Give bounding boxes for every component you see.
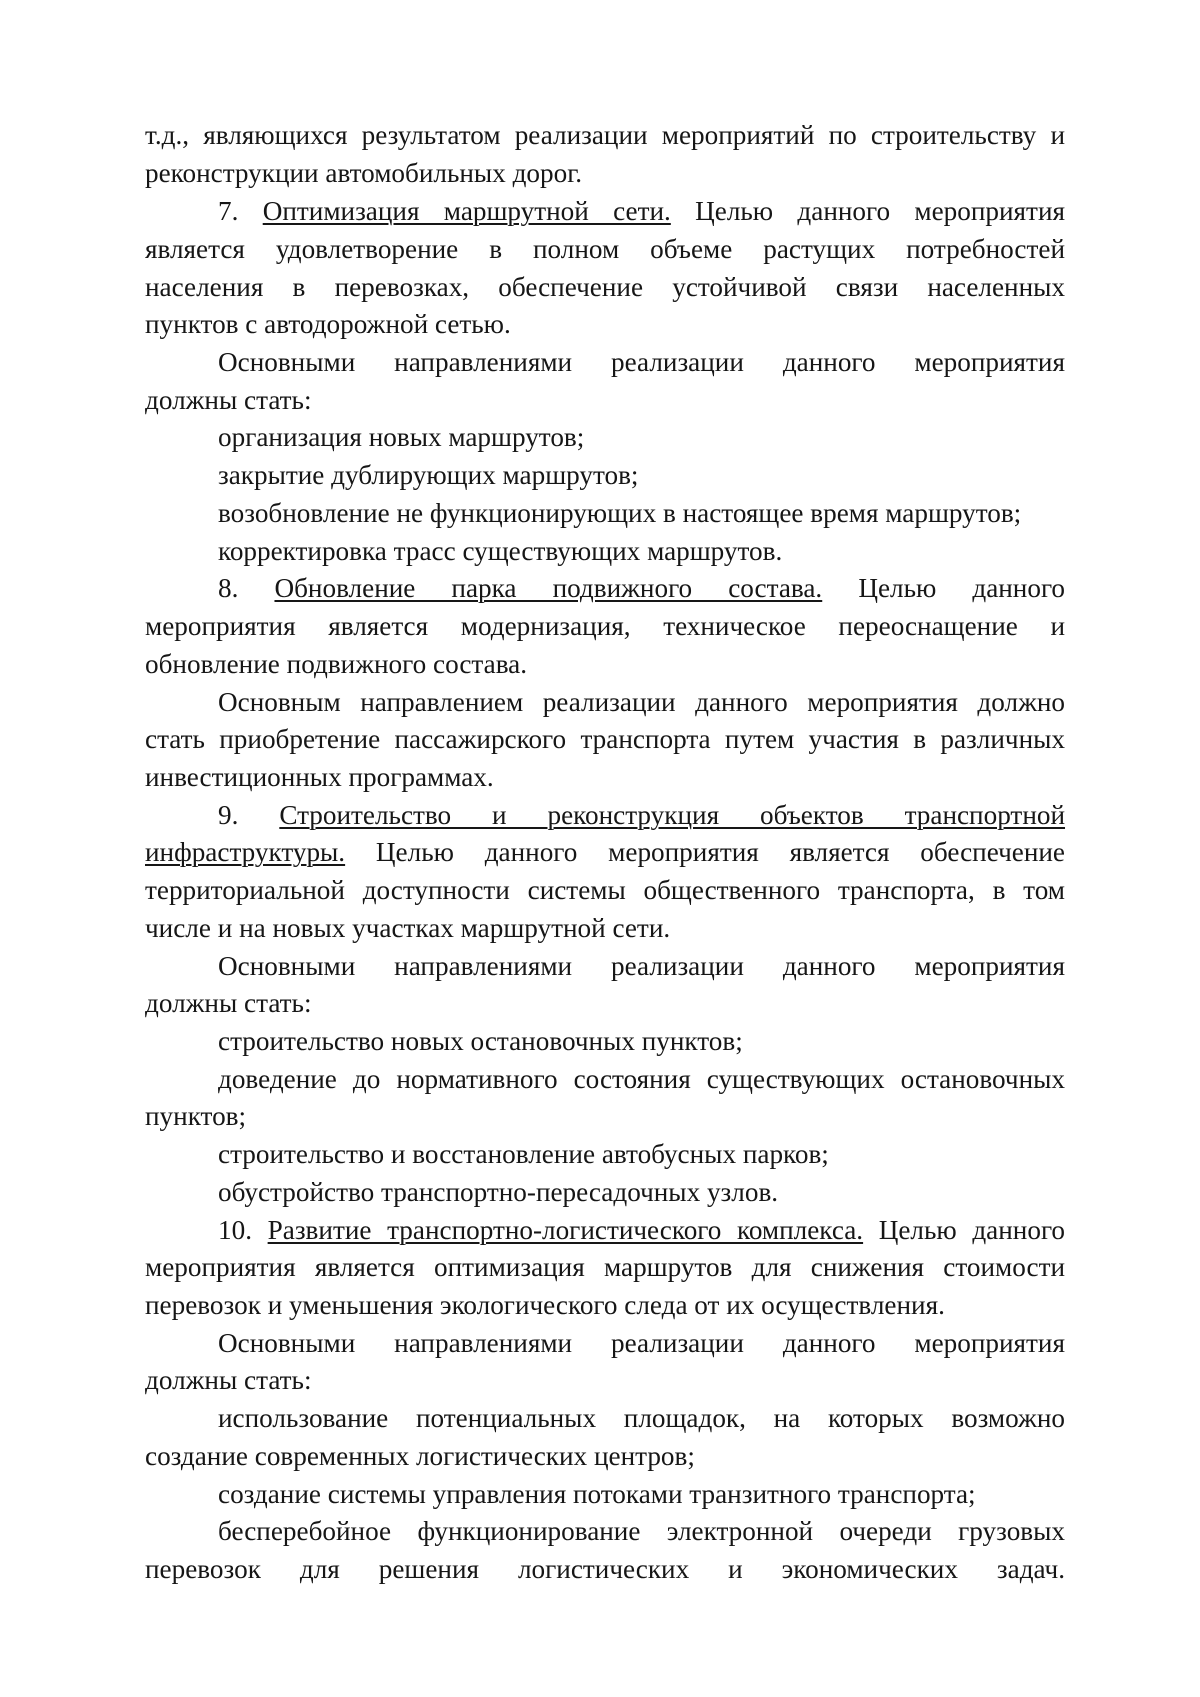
text-fragment: Целью данного <box>878 1215 1066 1245</box>
text-line: инвестиционных программах. <box>145 762 494 792</box>
text-line: территориальной доступности системы общественного транспорта, в том <box>145 875 1065 905</box>
section-title: Развитие транспортно-логистического комплекса. <box>267 1215 864 1245</box>
section-title: Обновление парка подвижного состава. <box>274 573 823 603</box>
list-item: строительство новых остановочных пунктов; <box>218 1026 743 1056</box>
text-line: должны стать: <box>145 988 312 1018</box>
section-heading-10 <box>218 1212 1065 1250</box>
text-line: населения в перевозках, обеспечение устойчивой связи населенных <box>145 272 1065 302</box>
section-heading-7 <box>218 193 1065 231</box>
section-title: Строительство и реконструкция объектов транспортной <box>279 800 1066 830</box>
text-line: реконструкции автомобильных дорог. <box>145 158 583 188</box>
text-line: должны стать: <box>145 1365 312 1395</box>
section-number: 10. <box>218 1215 252 1245</box>
list-item: закрытие дублирующих маршрутов; <box>218 460 639 490</box>
text-fragment: Целью данного мероприятия <box>695 196 1065 226</box>
list-item: строительство и восстановление автобусных парков; <box>218 1139 829 1169</box>
text-line: мероприятия является модернизация, техническое переоснащение и <box>145 611 1065 641</box>
text-line: Основными направлениями реализации данного мероприятия <box>218 951 1065 981</box>
text-line: Основным направлением реализации данного мероприятия должно <box>218 687 1065 717</box>
list-item: обустройство транспортно-пересадочных узлов. <box>218 1177 779 1207</box>
section-title: инфраструктуры. <box>145 837 346 867</box>
text-line: создание современных логистических центров; <box>145 1441 695 1471</box>
list-item: доведение до нормативного состояния существующих остановочных <box>218 1064 1065 1094</box>
section-title: Оптимизация маршрутной сети. <box>262 196 671 226</box>
text-line: Основными направлениями реализации данного мероприятия <box>218 1328 1065 1358</box>
text-line: мероприятия является оптимизация маршрутов для снижения стоимости <box>145 1252 1065 1282</box>
text-line: числе и на новых участках маршрутной сети. <box>145 913 671 943</box>
text-line: т.д., являющихся результатом реализации мероприятий по строительству и <box>145 120 1065 150</box>
text-line: Основными направлениями реализации данного мероприятия <box>218 347 1065 377</box>
list-item: организация новых маршрутов; <box>218 422 585 452</box>
section-number: 7. <box>218 196 239 226</box>
text-line: пунктов; <box>145 1101 247 1131</box>
list-item: использование потенциальных площадок, на которых возможно <box>218 1403 1065 1433</box>
text-line: обновление подвижного состава. <box>145 649 528 679</box>
text-line: перевозок и уменьшения экологического следа от их осуществления. <box>145 1290 945 1320</box>
section-number: 9. <box>218 800 239 830</box>
section-heading-9-cont <box>145 834 1065 872</box>
list-item: корректировка трасс существующих маршрутов. <box>218 536 783 566</box>
list-item: возобновление не функционирующих в настоящее время маршрутов; <box>218 498 1022 528</box>
section-heading-9 <box>218 797 1065 835</box>
text-line: должны стать: <box>145 385 312 415</box>
section-heading-8 <box>218 570 1065 608</box>
text-line: пунктов с автодорожной сетью. <box>145 309 511 339</box>
text-fragment: Целью данного <box>858 573 1066 603</box>
list-item: бесперебойное функционирование электронной очереди грузовых <box>218 1516 1065 1546</box>
text-fragment: Целью данного мероприятия является обеспечение <box>375 837 1066 867</box>
section-number: 8. <box>218 573 239 603</box>
text-line: является удовлетворение в полном объеме растущих потребностей <box>145 234 1065 264</box>
text-line: стать приобретение пассажирского транспорта путем участия в различных <box>145 724 1065 754</box>
text-line: перевозок для решения логистических и экономических задач. <box>145 1554 1065 1584</box>
list-item: создание системы управления потоками транзитного транспорта; <box>218 1479 976 1509</box>
